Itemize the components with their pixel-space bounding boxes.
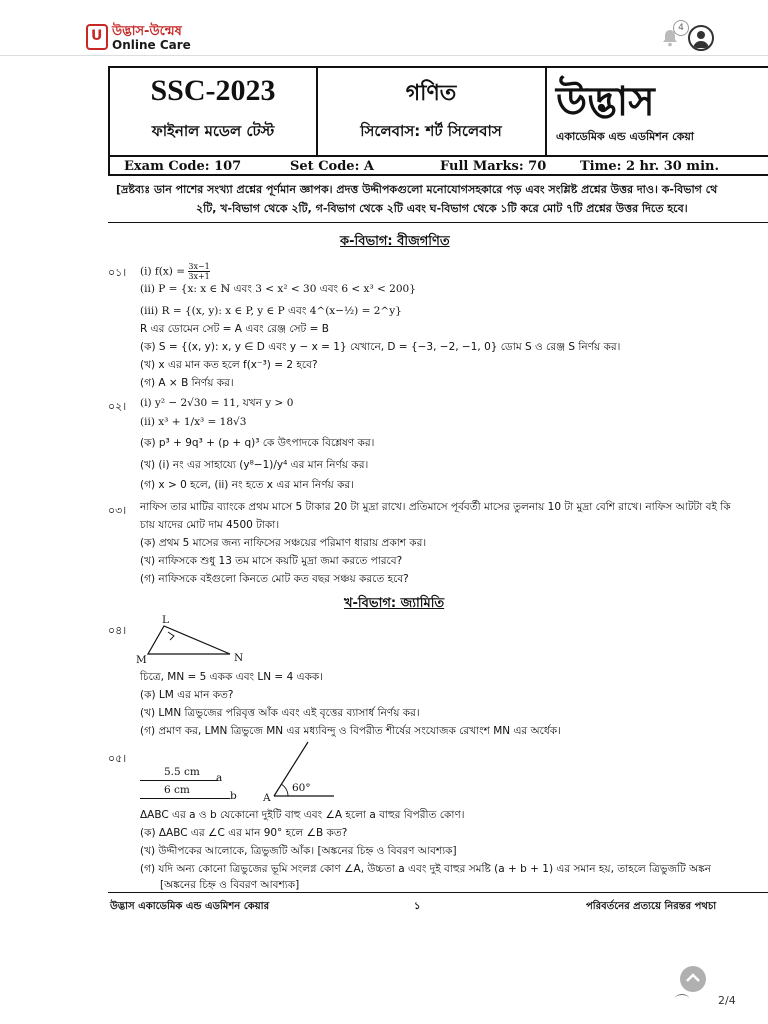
brand-cell <box>546 68 768 155</box>
q1-stem-iii: (iii) R = {(x, y): x ∈ P, y ∈ P এবং 4^(x−½) = 2^y} <box>140 305 402 317</box>
q1-stem-i-text: (i) f(x) = <box>140 265 189 278</box>
brand-logo-text: উদ্ভাস <box>556 79 655 125</box>
q2-stem-ii: (ii) x³ + 1/x³ = 18√3 <box>140 416 247 428</box>
exam-time: Time: 2 hr. 30 min. <box>580 159 719 174</box>
question-number: ০২। <box>108 400 127 413</box>
q1-part-ka: (ক) S = {(x, y): x, y ∈ D এবং y − x = 1} যেখানে, D = {−3, −2, −1, 0} ডোম S ও রেঞ্জ S নির্ণয় কর। <box>140 341 621 353</box>
model-test-label: ফাইনাল মডেল টেস্ট <box>151 122 275 140</box>
instructions-line-1: [দ্রষ্টব্যঃ ডান পাশের সংখ্যা প্রশ্নের পূর্ণমান জ্ঞাপক। প্রদত্ত উদ্দীপকগুলো মনোযোগসহকারে পড় এবং সংশ্লিষ্ট প্রশ্নের উত্তর দাও। ক-বিভাগ থে <box>116 183 718 196</box>
side-b-length: 6 cm <box>164 784 190 796</box>
instructions-line-2: ২টি, খ-বিভাগ থেকে ২টি, গ-বিভাগ থেকে ২টি এবং ঘ-বিভাগ থেকে ১টি করে মোট ৭টি প্রশ্নের উত্তর দিতে হবে। <box>196 202 688 215</box>
page-indicator: 2/4 <box>718 994 736 1007</box>
vertex-m-label: M <box>136 654 147 666</box>
q5-given: ΔABC এর a ও b যেকোনো দুইটি বাহু এবং ∠A হলো a বাহুর বিপরীত কোণ। <box>140 809 465 821</box>
exam-title: SSC-2023 <box>150 74 276 107</box>
q1-part-kha: (খ) x এর মান কত হলে f(x⁻³) = 2 হবে? <box>140 359 318 371</box>
q3-part-ka: (ক) প্রথম 5 মাসের জন্য নাফিসের সঞ্চয়ের পরিমাণ ধারায় প্রকাশ কর। <box>140 537 427 549</box>
question-number: ০৪। <box>108 624 127 637</box>
question-paper-page <box>108 66 768 916</box>
q4-part-kha: (খ) LMN ত্রিভুজের পরিবৃত্ত আঁক এবং এই বৃত্তের ব্যাসার্ধ নির্ণয় কর। <box>140 707 420 719</box>
footer-left-text: উদ্ভাস একাডেমিক এন্ড এডমিশন কেয়ার <box>110 901 270 912</box>
q5-part-ga: (গ) যদি অন্য কোনো ত্রিভুজের ভূমি সংলগ্ন কোণ ∠A, উচ্চতা a এবং দুই বাহুর সমষ্টি (a + b + 1) এর সমান হয়, তাহলে ত্রিভুজটি অঙ্কন <box>140 863 712 875</box>
question-number: ০৩। <box>108 504 127 517</box>
section-kha-heading: খ-বিভাগ: জ্যামিতি <box>344 596 445 611</box>
q1-stem-ii: (ii) P = {x: x ∈ ℕ এবং 3 < x² < 30 এবং 6 < x³ < 200} <box>140 283 416 295</box>
q4-part-ga: (গ) প্রমাণ কর, LMN ত্রিভুজে MN এর মধ্যবিন্দু ও বিপরীত শীর্ষের সংযোজক রেখাংশ MN এর অর্ধেক। <box>140 725 561 737</box>
full-marks: Full Marks: 70 <box>440 159 547 174</box>
subject-title: গণিত <box>405 81 457 106</box>
q3-part-ga: (গ) নাফিসকে বইগুলো কিনতে মোট কত বছর সঞ্চয় করতে হবে? <box>140 573 409 585</box>
syllabus-label: সিলেবাস: শর্ট সিলেবাস <box>360 122 502 140</box>
page-footer <box>108 892 768 917</box>
section-ka-heading: ক-বিভাগ: বীজগণিত <box>340 234 450 249</box>
logo-english-text: Online Care <box>112 38 191 52</box>
side-b-segment <box>140 798 230 799</box>
top-bar-divider <box>0 55 768 56</box>
angle-value-label: 60° <box>292 782 311 794</box>
chevron-up-icon <box>680 966 706 992</box>
instructions <box>108 180 768 220</box>
q4-part-ka: (ক) LM এর মান কত? <box>140 689 234 701</box>
q1-fraction-numerator: 3x−1 <box>188 262 210 271</box>
question-number: ০৫। <box>108 752 127 765</box>
exam-code: Exam Code: 107 <box>124 159 242 174</box>
q3-part-kha: (খ) নাফিসকে শুধু 13 তম মাসে কয়টি মুদ্রা জমা করতে পারবে? <box>140 555 403 567</box>
side-a-label: a <box>216 772 223 784</box>
q2-part-ga: (গ) x > 0 হলে, (ii) নং হতে x এর মান নির্ণয় কর। <box>140 479 354 491</box>
q1-fraction-denominator: 3x+1 <box>188 272 210 281</box>
brand-subtitle: একাডেমিক এন্ড এডমিশন কেয়া <box>556 130 694 143</box>
vertex-l-label: L <box>162 614 169 626</box>
q1-part-ga: (গ) A × B নির্ণয় কর। <box>140 377 234 389</box>
footer-page-number: ১ <box>414 901 421 912</box>
q4-given: চিত্রে, MN = 5 একক এবং LN = 4 একক। <box>140 671 324 683</box>
q1-fraction <box>188 262 209 281</box>
angle-vertex-label: A <box>263 792 271 804</box>
subject-cell <box>317 68 547 155</box>
q5-part-ga-note: [অঙ্কনের চিহ্ন ও বিবরণ আবশ্যক] <box>160 879 300 891</box>
exam-header-table <box>108 66 768 176</box>
notification-count-badge: 4 <box>673 20 689 36</box>
q5-part-kha: (খ) উদ্দীপকের আলোকে, ত্রিভুজটি আঁক। [অঙ্কনের চিহ্ন ও বিবরণ আবশ্যক] <box>140 845 457 857</box>
logo-bangla-text: উদ্ভাস-উন্মেষ <box>112 24 182 39</box>
q5-part-ka: (ক) ΔABC এর ∠C এর মান 90° হলে ∠B কত? <box>140 827 348 839</box>
q3-stem-line-2: চায় যাদের মোট দাম 4500 টাকা। <box>140 519 280 531</box>
q2-stem-i: (i) y² − 2√30 = 11, যখন y > 0 <box>140 397 294 409</box>
q2-part-ka: (ক) p³ + 9q³ + (p + q)³ কে উৎপাদকে বিশ্লেষণ কর। <box>140 437 375 449</box>
q1-relation-note: R এর ডোমেন সেট = A এবং রেঞ্জ সেট = B <box>140 323 329 335</box>
exam-title-cell <box>110 68 318 155</box>
set-code: Set Code: A <box>290 159 374 174</box>
logo-mark-icon: U <box>86 24 108 50</box>
user-avatar-icon[interactable] <box>688 25 714 51</box>
scroll-indicator-icon <box>675 994 689 1003</box>
q1-stem-i <box>140 262 210 281</box>
q3-stem-line-1: নাফিস তার মাটির ব্যাংকে প্রথম মাসে 5 টাকার 20 টা মুদ্রা রাখে। প্রতিমাসে পূর্ববর্তী মাসের তুলনায় 10 টা মুদ্রা বেশি রাখে। নাফিস আটটা বই কি <box>140 501 731 513</box>
side-b-label: b <box>230 790 237 802</box>
side-a-length: 5.5 cm <box>164 766 200 778</box>
question-number: ০১। <box>108 266 127 279</box>
top-bar <box>0 0 768 56</box>
scroll-to-top-button[interactable] <box>680 966 706 992</box>
footer-right-text: পরিবর্তনের প্রত্যয়ে নিরন্তর পথচা <box>586 901 717 912</box>
instructions-divider <box>108 222 768 223</box>
q2-part-kha: (খ) (i) নং এর সাহায্যে (y⁸−1)/y⁴ এর মান নির্ণয় কর। <box>140 459 369 471</box>
udvash-logo[interactable] <box>86 22 226 52</box>
side-a-segment <box>140 780 218 781</box>
vertex-n-label: N <box>234 652 244 664</box>
exam-info-row <box>110 155 768 178</box>
